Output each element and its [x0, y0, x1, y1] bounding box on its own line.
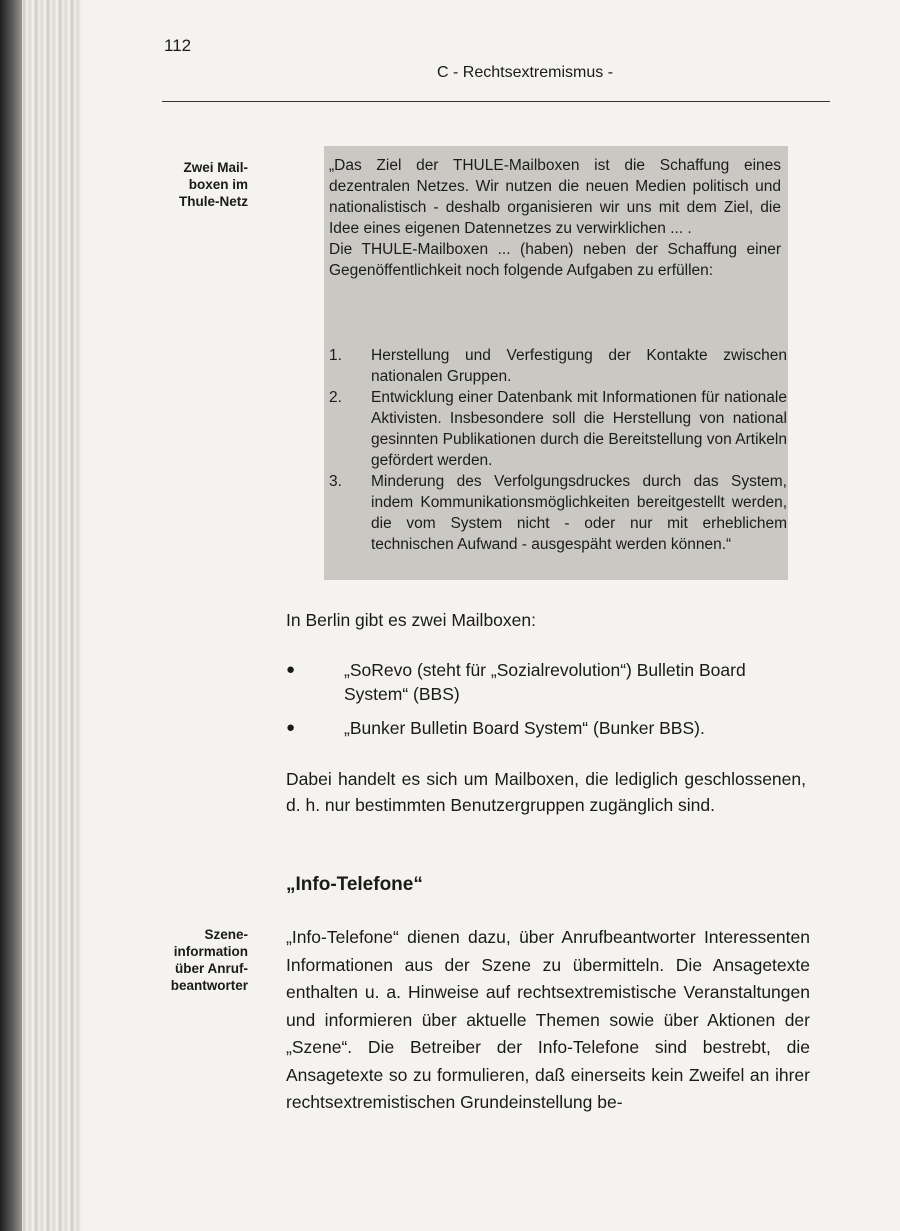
- quote-list-item: [329, 471, 787, 555]
- list-item-text: Minderung des Verfolgungsdruckes durch das System, indem Kommunikationsmöglichkeiten bereitgestellt werden, die vom System nicht - oder nur mit erheblichem technischen Aufwand - ausgespäht werden können.“: [371, 473, 787, 553]
- quote-list: [329, 345, 787, 555]
- list-number: 1.: [329, 347, 342, 364]
- page-number: 112: [164, 36, 192, 55]
- mailbox-bullet-list: [286, 658, 806, 750]
- quote-box: [324, 146, 788, 580]
- quote-list-item: [329, 345, 787, 387]
- header-rule: [162, 101, 830, 102]
- list-item-text: Entwicklung einer Datenbank mit Informationen für nationale Aktivisten. Insbesondere soll die Herstellung von national gesinnten Publikationen durch die Bereitstellung von Artikeln gefördert werden.: [371, 389, 787, 469]
- paragraph-info-telefone: „Info-Telefone“ dienen dazu, über Anrufbeantworter Interessenten Informationen aus der Szene zu übermitteln. Die Ansagetexte enthalten u. a. Hinweise auf rechtsextremistische Veranstaltungen und informieren über aktuelle Themen sowie über Aktionen der „Szene“. Die Betreiber der Info-Telefone sind bestrebt, die Ansagetexte so zu formulieren, daß einerseits kein Zweifel an ihrer rechtsextremistischen Grundeinstellung be-: [286, 927, 810, 1112]
- bullet-icon: ●: [286, 719, 296, 736]
- bullet-text: „SoRevo (steht für „Sozialrevolution“) Bulletin Board System“ (BBS): [344, 660, 746, 704]
- bullet-icon: ●: [286, 661, 296, 678]
- bullet-item: [286, 658, 806, 706]
- section-heading: „Info-Telefone“: [286, 874, 423, 895]
- paragraph-intro: In Berlin gibt es zwei Mailboxen:: [286, 610, 536, 630]
- margin-note-info-telefone: Szene- information über Anruf- beantworter: [170, 927, 248, 993]
- list-item-text: Herstellung und Verfestigung der Kontakte zwischen nationalen Gruppen.: [371, 347, 787, 385]
- running-head: C - Rechtsextremismus -: [437, 64, 614, 81]
- paragraph-closing: Dabei handelt es sich um Mailboxen, die lediglich geschlossenen, d. h. nur bestimmten Benutzergruppen zugänglich sind.: [286, 769, 806, 815]
- bullet-item: [286, 716, 806, 740]
- quote-text: „Das Ziel der THULE-Mailboxen ist die Schaffung eines dezentralen Netzes. Wir nutzen die neuen Medien politisch und nationalistisch - deshalb organisieren wir uns mit dem Ziel, die Idee eines eigenen Datennetzes zu verwirklichen ... . Die THULE-Mailboxen ... (haben) neben der Schaffung einer Gegenöffentlichkeit noch folgende Aufgaben zu erfüllen:: [329, 157, 781, 279]
- list-number: 3.: [329, 473, 342, 490]
- book-spine-shadow: [0, 0, 22, 1231]
- quote-list-item: [329, 387, 787, 471]
- margin-note-thule: Zwei Mail- boxen im Thule-Netz: [179, 160, 248, 209]
- list-number: 2.: [329, 389, 342, 406]
- bullet-text: „Bunker Bulletin Board System“ (Bunker BBS).: [344, 718, 705, 738]
